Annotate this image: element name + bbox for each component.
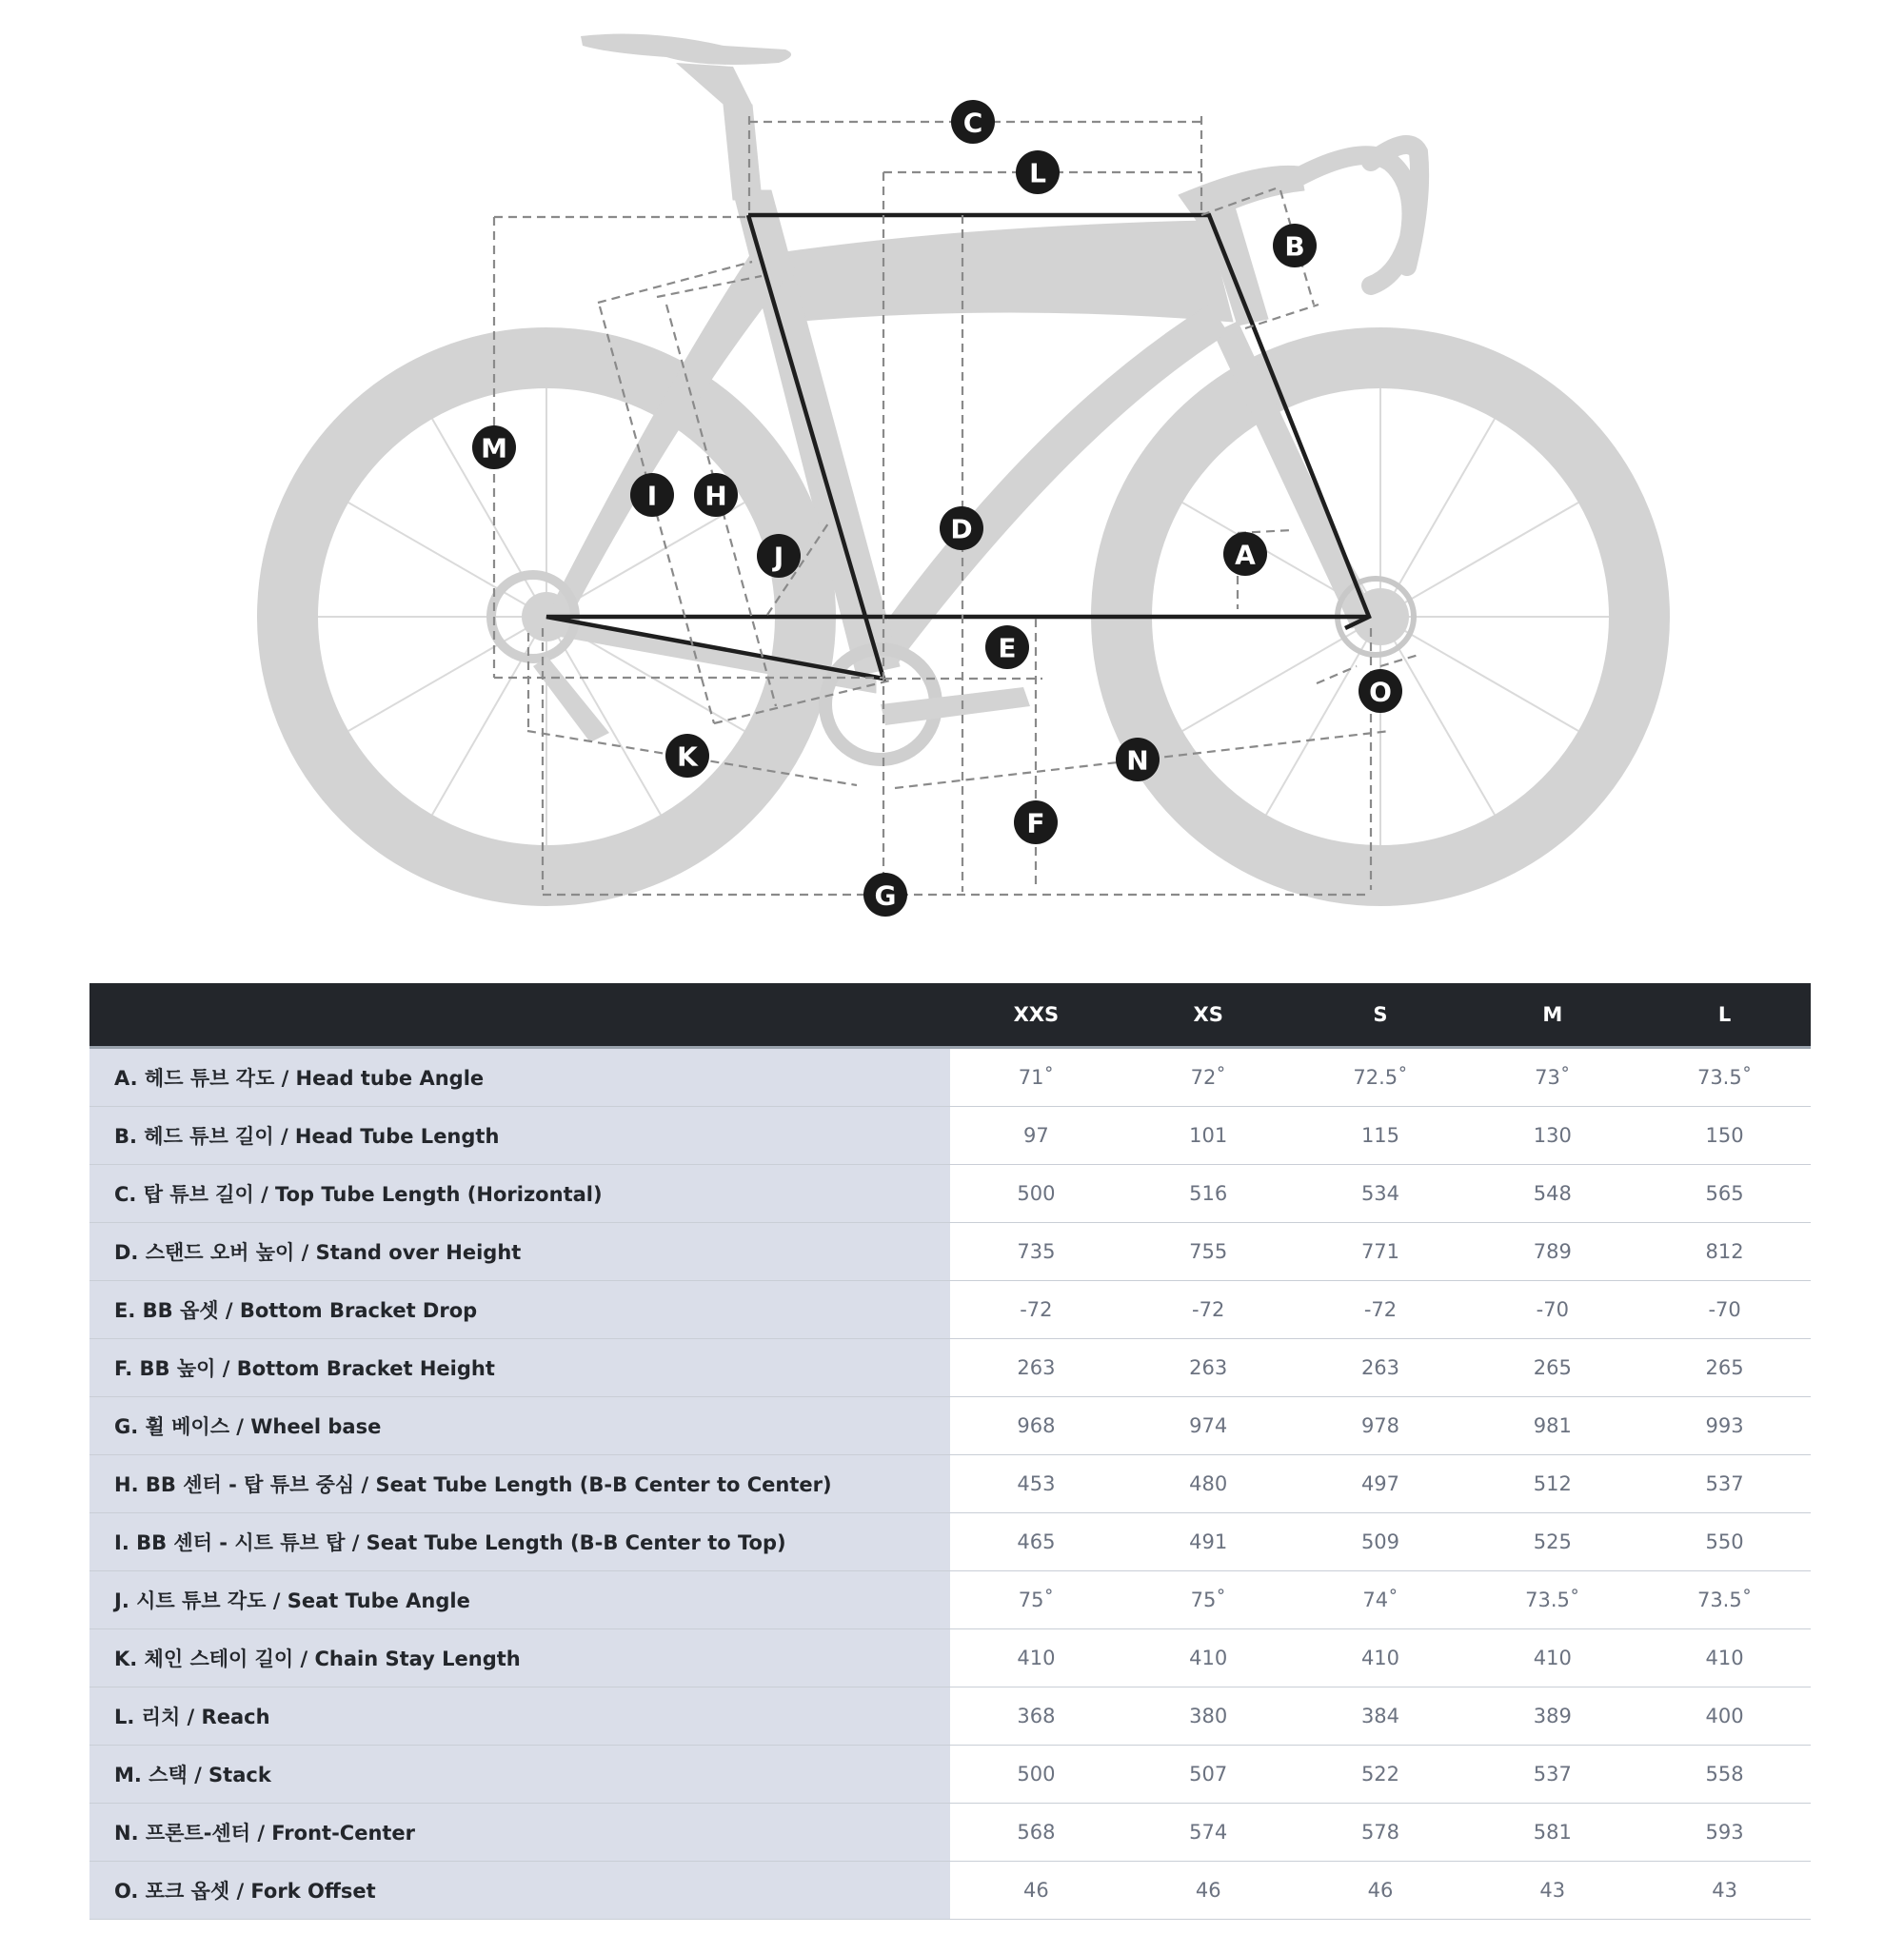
table-header-row — [89, 983, 1811, 1048]
row-value: 73˚ — [1466, 1048, 1638, 1107]
row-value: 509 — [1295, 1513, 1467, 1571]
handlebar — [1295, 145, 1419, 286]
row-value: 548 — [1466, 1165, 1638, 1223]
row-value: 72˚ — [1122, 1048, 1295, 1107]
row-value: 537 — [1466, 1746, 1638, 1804]
svg-text:C: C — [962, 107, 983, 139]
row-label: H. BB 센터 - 탑 튜브 중심 / Seat Tube Length (B-B Center to Center) — [89, 1455, 950, 1513]
row-value: 410 — [950, 1629, 1122, 1687]
marker-F — [1014, 800, 1058, 844]
svg-text:O: O — [1369, 676, 1392, 708]
row-value: -70 — [1638, 1281, 1811, 1339]
marker-I — [630, 473, 674, 517]
row-value: 593 — [1638, 1804, 1811, 1862]
table-row — [89, 1107, 1811, 1165]
table-row — [89, 1165, 1811, 1223]
row-value: 453 — [950, 1455, 1122, 1513]
row-label: G. 휠 베이스 / Wheel base — [89, 1397, 950, 1455]
marker-O — [1359, 669, 1402, 713]
svg-text:H: H — [704, 480, 727, 512]
row-value: 500 — [950, 1746, 1122, 1804]
table-body — [89, 1048, 1811, 1920]
row-value: 46 — [1122, 1862, 1295, 1920]
row-value: 410 — [1638, 1629, 1811, 1687]
row-value: 771 — [1295, 1223, 1467, 1281]
table-row — [89, 1746, 1811, 1804]
geometry-table — [89, 983, 1811, 1920]
row-value: 812 — [1638, 1223, 1811, 1281]
row-value: 522 — [1295, 1746, 1467, 1804]
row-value: 72.5˚ — [1295, 1048, 1467, 1107]
row-value: 263 — [950, 1339, 1122, 1397]
row-value: 75˚ — [950, 1571, 1122, 1629]
marker-G — [863, 873, 907, 917]
row-value: 465 — [950, 1513, 1122, 1571]
table-row — [89, 1513, 1811, 1571]
row-value: -70 — [1466, 1281, 1638, 1339]
row-value: -72 — [1295, 1281, 1467, 1339]
marker-J — [757, 534, 801, 578]
row-label: K. 체인 스테이 길이 / Chain Stay Length — [89, 1629, 950, 1687]
row-value: 263 — [1122, 1339, 1295, 1397]
row-value: 500 — [950, 1165, 1122, 1223]
table-row — [89, 1862, 1811, 1920]
svg-text:M: M — [481, 432, 507, 464]
row-label: L. 리치 / Reach — [89, 1687, 950, 1746]
svg-text:D: D — [950, 513, 973, 545]
marker-C — [951, 100, 995, 144]
table-row — [89, 1397, 1811, 1455]
table-row — [89, 1339, 1811, 1397]
drivetrain — [491, 575, 1414, 760]
header-cell-empty — [89, 983, 950, 1048]
row-value: 565 — [1638, 1165, 1811, 1223]
marker-E — [985, 625, 1029, 669]
row-label: D. 스탠드 오버 높이 / Stand over Height — [89, 1223, 950, 1281]
svg-text:A: A — [1235, 539, 1256, 571]
row-label: I. BB 센터 - 시트 튜브 탑 / Seat Tube Length (B-B Center to Top) — [89, 1513, 950, 1571]
row-value: 507 — [1122, 1746, 1295, 1804]
row-value: 73.5˚ — [1638, 1571, 1811, 1629]
header-size-m: M — [1466, 983, 1638, 1048]
table-row — [89, 1455, 1811, 1513]
header-size-l: L — [1638, 983, 1811, 1048]
marker-K — [665, 734, 709, 778]
row-label: O. 포크 옵셋 / Fork Offset — [89, 1862, 950, 1920]
row-value: 968 — [950, 1397, 1122, 1455]
table-row — [89, 1571, 1811, 1629]
table-row — [89, 1048, 1811, 1107]
row-value: 534 — [1295, 1165, 1467, 1223]
marker-B — [1273, 224, 1317, 267]
header-size-s: S — [1295, 983, 1467, 1048]
row-value: 115 — [1295, 1107, 1467, 1165]
row-label: A. 헤드 튜브 각도 / Head tube Angle — [89, 1048, 950, 1107]
row-value: 410 — [1295, 1629, 1467, 1687]
marker-N — [1116, 738, 1160, 781]
row-label: B. 헤드 튜브 길이 / Head Tube Length — [89, 1107, 950, 1165]
svg-text:E: E — [998, 632, 1017, 664]
row-value: 550 — [1638, 1513, 1811, 1571]
row-value: 525 — [1466, 1513, 1638, 1571]
row-label: F. BB 높이 / Bottom Bracket Height — [89, 1339, 950, 1397]
row-value: 581 — [1466, 1804, 1638, 1862]
row-value: 981 — [1466, 1397, 1638, 1455]
row-value: 263 — [1295, 1339, 1467, 1397]
row-value: 389 — [1466, 1687, 1638, 1746]
marker-L — [1016, 150, 1060, 194]
row-value: 265 — [1466, 1339, 1638, 1397]
table-row — [89, 1223, 1811, 1281]
svg-text:I: I — [646, 480, 658, 512]
row-value: 480 — [1122, 1455, 1295, 1513]
row-value: 97 — [950, 1107, 1122, 1165]
row-value: 380 — [1122, 1687, 1295, 1746]
row-value: 974 — [1122, 1397, 1295, 1455]
row-value: 130 — [1466, 1107, 1638, 1165]
row-label: C. 탑 튜브 길이 / Top Tube Length (Horizontal) — [89, 1165, 950, 1223]
row-label: M. 스택 / Stack — [89, 1746, 950, 1804]
row-value: 789 — [1466, 1223, 1638, 1281]
svg-text:F: F — [1026, 807, 1045, 839]
row-value: 410 — [1122, 1629, 1295, 1687]
row-value: 512 — [1466, 1455, 1638, 1513]
row-label: N. 프론트-센터 / Front-Center — [89, 1804, 950, 1862]
row-value: 43 — [1638, 1862, 1811, 1920]
row-value: 578 — [1295, 1804, 1467, 1862]
frame-silhouette — [546, 105, 1376, 693]
row-value: 755 — [1122, 1223, 1295, 1281]
row-value: 993 — [1638, 1397, 1811, 1455]
marker-H — [694, 473, 738, 517]
row-value: 101 — [1122, 1107, 1295, 1165]
table-row — [89, 1629, 1811, 1687]
row-value: -72 — [950, 1281, 1122, 1339]
row-value: -72 — [1122, 1281, 1295, 1339]
row-value: 71˚ — [950, 1048, 1122, 1107]
marker-M — [472, 425, 516, 469]
row-value: 73.5˚ — [1466, 1571, 1638, 1629]
row-value: 978 — [1295, 1397, 1467, 1455]
row-value: 491 — [1122, 1513, 1295, 1571]
table-row — [89, 1804, 1811, 1862]
table-row — [89, 1687, 1811, 1746]
row-value: 43 — [1466, 1862, 1638, 1920]
row-value: 384 — [1295, 1687, 1467, 1746]
row-value: 735 — [950, 1223, 1122, 1281]
row-value: 74˚ — [1295, 1571, 1467, 1629]
row-value: 574 — [1122, 1804, 1295, 1862]
svg-text:G: G — [874, 879, 897, 912]
svg-text:L: L — [1029, 157, 1046, 189]
row-value: 73.5˚ — [1638, 1048, 1811, 1107]
row-value: 400 — [1638, 1687, 1811, 1746]
svg-text:N: N — [1126, 744, 1149, 777]
row-value: 410 — [1466, 1629, 1638, 1687]
row-value: 150 — [1638, 1107, 1811, 1165]
marker-D — [940, 506, 983, 550]
row-value: 265 — [1638, 1339, 1811, 1397]
header-size-xxs: XXS — [950, 983, 1122, 1048]
row-label: J. 시트 튜브 각도 / Seat Tube Angle — [89, 1571, 950, 1629]
marker-A — [1223, 532, 1267, 576]
header-size-xs: XS — [1122, 983, 1295, 1048]
row-value: 46 — [950, 1862, 1122, 1920]
row-value: 568 — [950, 1804, 1122, 1862]
table-row — [89, 1281, 1811, 1339]
row-value: 537 — [1638, 1455, 1811, 1513]
row-value: 46 — [1295, 1862, 1467, 1920]
row-label: E. BB 옵셋 / Bottom Bracket Drop — [89, 1281, 950, 1339]
saddle — [581, 34, 791, 105]
row-value: 558 — [1638, 1746, 1811, 1804]
row-value: 497 — [1295, 1455, 1467, 1513]
svg-text:K: K — [677, 740, 698, 773]
row-value: 368 — [950, 1687, 1122, 1746]
svg-text:J: J — [773, 541, 784, 573]
row-value: 75˚ — [1122, 1571, 1295, 1629]
row-value: 516 — [1122, 1165, 1295, 1223]
svg-text:B: B — [1284, 230, 1305, 263]
